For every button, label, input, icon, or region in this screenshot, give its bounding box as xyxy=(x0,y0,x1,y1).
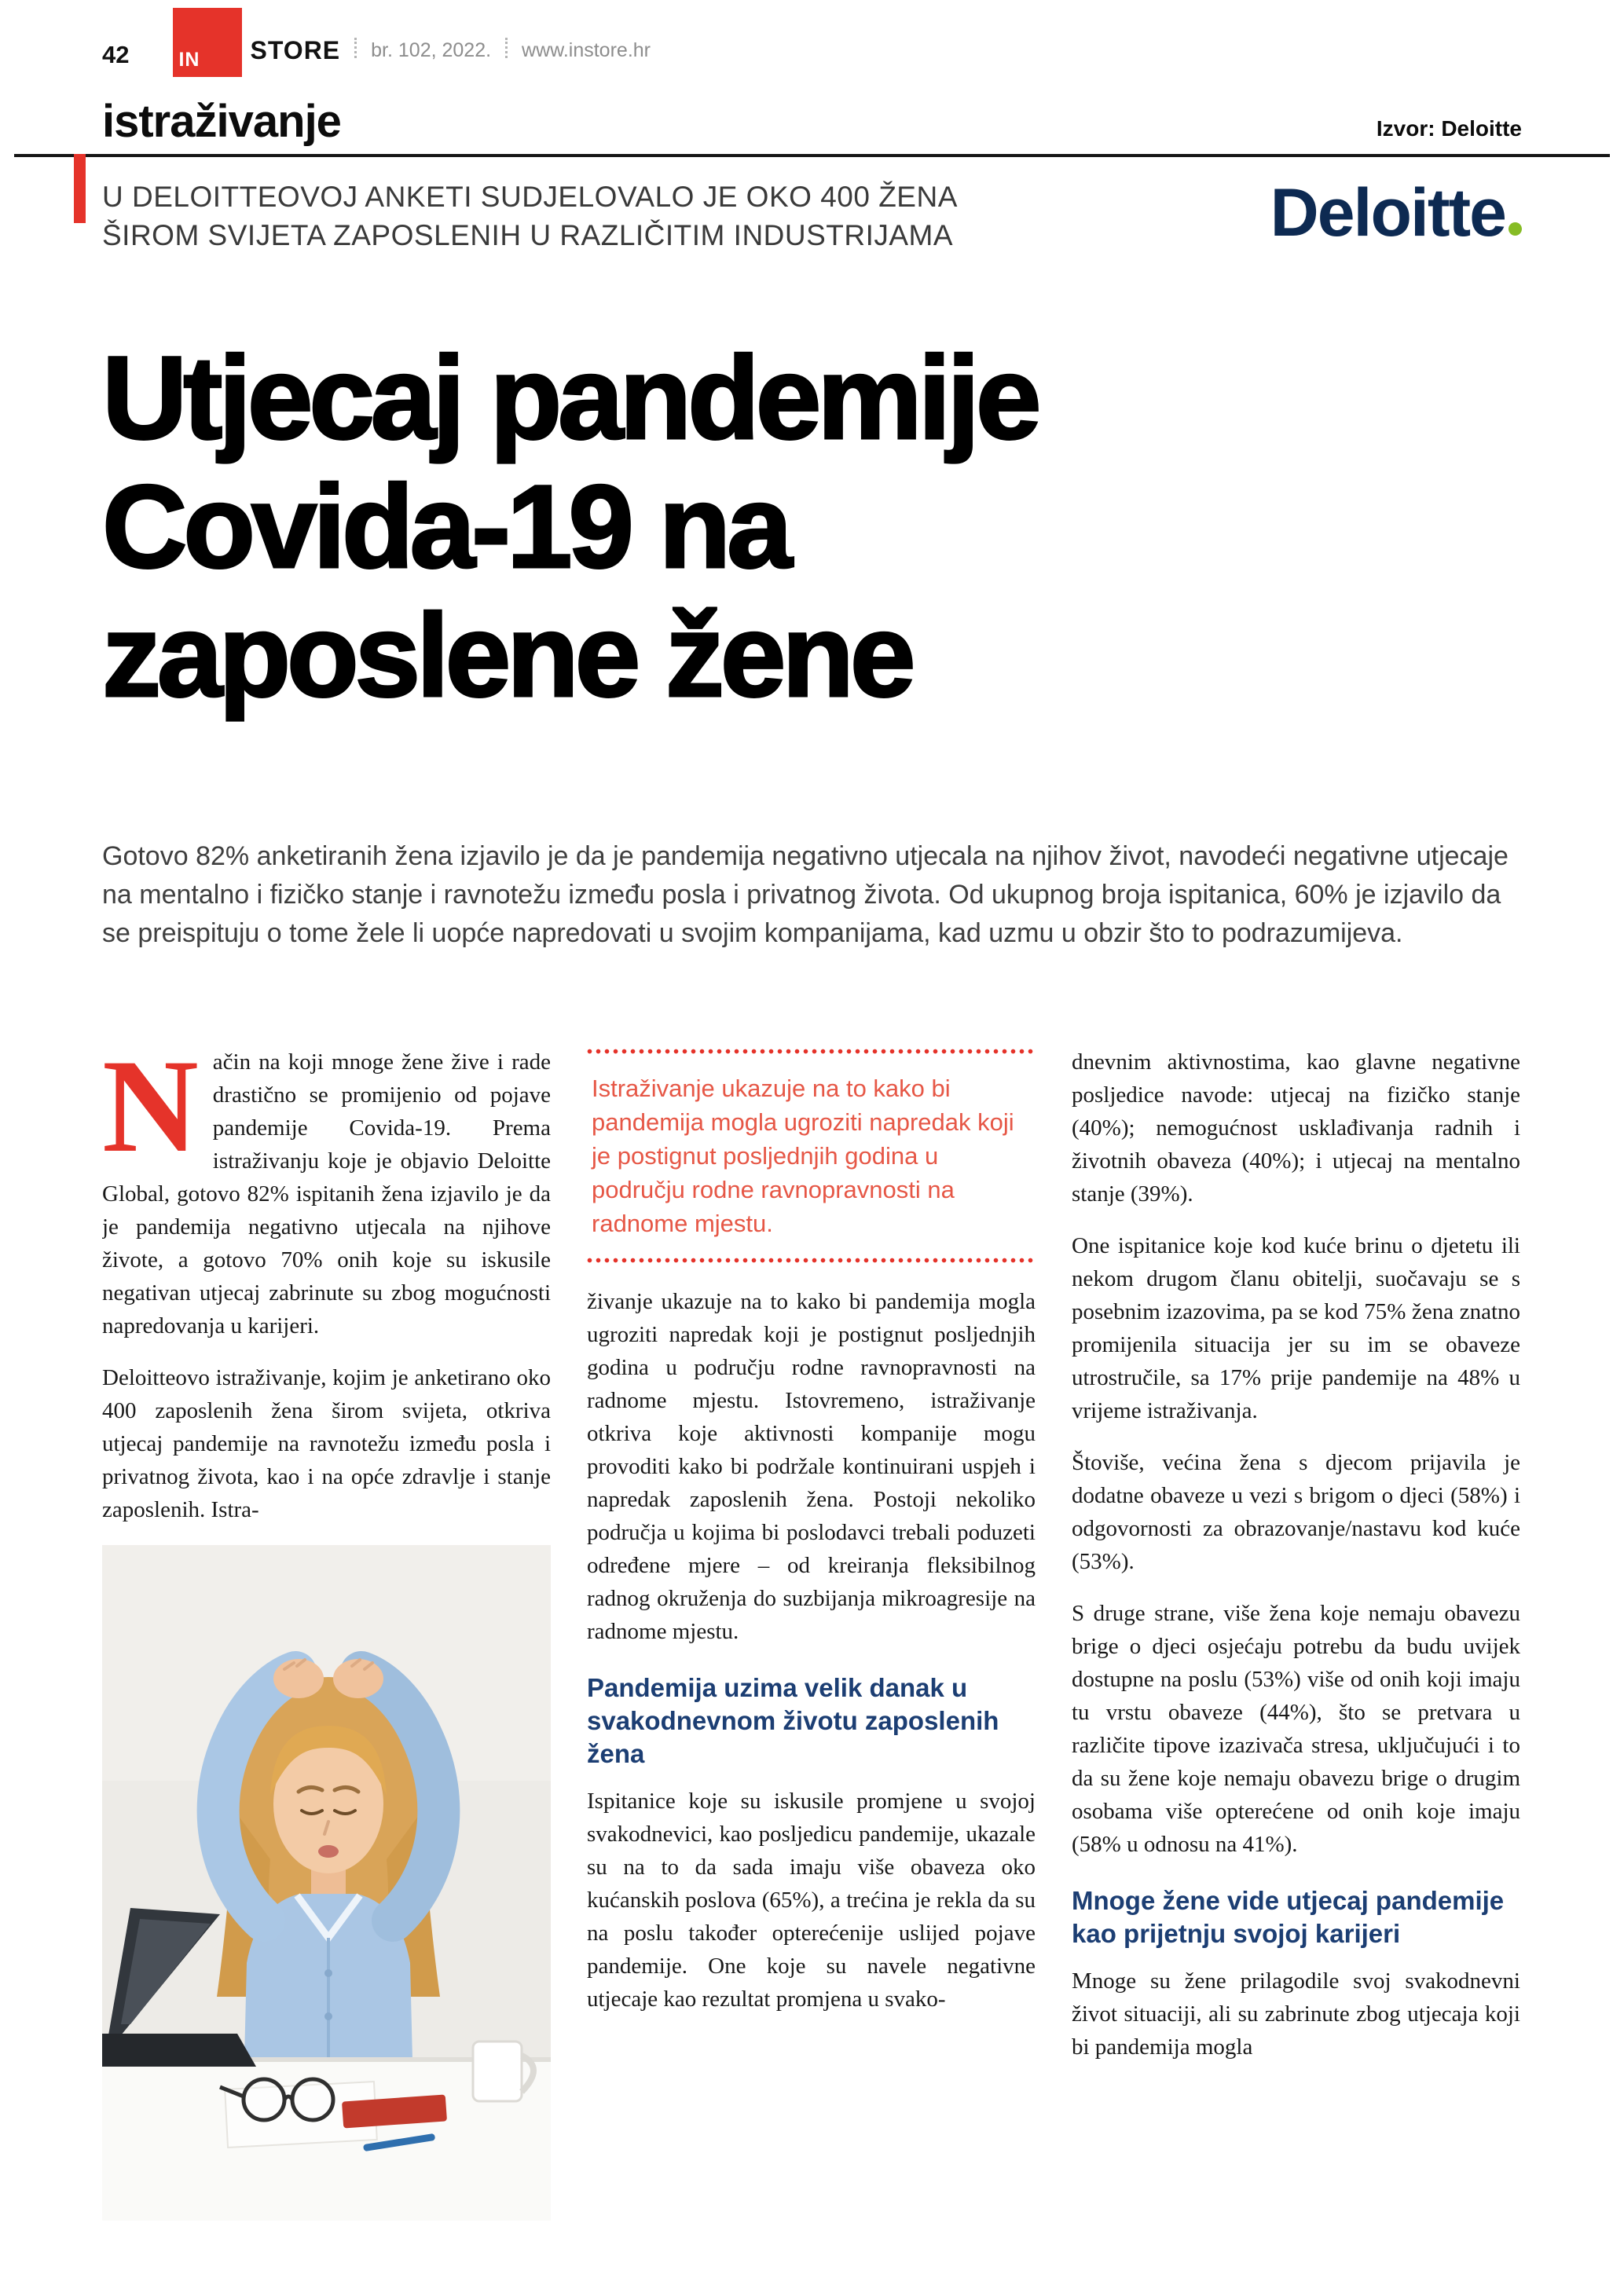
deloitte-logo xyxy=(1270,175,1522,251)
column-1 xyxy=(102,1045,551,2256)
kicker-line-2: ŠIROM SVIJETA ZAPOSLENIH U RAZLIČITIM INDUSTRIJAMA xyxy=(102,219,954,251)
article-headline xyxy=(102,333,1522,720)
kicker-row xyxy=(102,175,1522,255)
masthead-separator xyxy=(354,38,357,58)
deloitte-green-dot-icon xyxy=(1509,222,1522,236)
deloitte-wordmark: Deloitte xyxy=(1270,175,1505,251)
subheading: Pandemija uzima velik danak u svakodnevnom životu zaposlenih žena xyxy=(587,1673,999,1768)
instore-logo-wordmark: STORE xyxy=(250,36,341,64)
issue-label: br. 102, 2022. xyxy=(371,39,492,61)
section-title: istraživanje xyxy=(102,96,341,147)
kicker-line-1: U DELOITTEOVOJ ANKETI SUDJELOVALO JE OKO 400 ŽENA xyxy=(102,181,958,213)
body-paragraph: S druge strane, više žena koje nemaju obavezu brige o djeci osjećaju potrebu da budu uvijek dostupne na poslu (53%) više od onih koji imaju tu vrstu obaveze (44%), što se pretvara u različite tipove izazivača stresa, uključujući i to da su žene koje nemaju obavezu brige o drugim osobama više opterećene od onih koje imaju (58% u odnosu na 41%). xyxy=(1072,1601,1520,1857)
lead-paragraph: Gotovo 82% anketiranih žena izjavilo je da je pandemija negativno utjecala na njihov život, navodeći negativne utjecaje na mentalno i fizičko stanje i ravnotežu između posla i privatnog života. Od ukupnog broja ispitanica, 60% je izjavilo da se preispituju o tome žele li uopće napredovati u svojim kompanijama, kad uzmu u obzir što to podrazumijeva. xyxy=(102,841,1509,948)
body-paragraph: Mnoge su žene prilagodile svoj svakodnevni život situaciji, ali su zabrinute zbog utjecaja koji bi pandemija mogla xyxy=(1072,1968,1520,2060)
body-paragraph: dnevnim aktivnostima, kao glavne negativne posljedice navode: utjecaj na fizičko stanje (40%); nemogućnost usklađivanja radnih i životnih obaveza (40%); i utjecaj na mentalno stanje (39%). xyxy=(1072,1049,1520,1207)
body-paragraph: Ispitanice koje su iskusile promjene u svojoj svakodnevici, kao posljedicu pandemije, ukazale su na to da sada imaju više obaveza oko kućanskih poslova (65%), a trećina je rekla da su na poslu također opterećenije uslijed pojave pandemije. One koje su navele negativne utjecaje kao rezultat promjena u svako- xyxy=(587,1789,1036,2012)
pull-quote-text: Istraživanje ukazuje na to kako bi pandemija mogla ugroziti napredak koji je postignut posljednjih godina u području rodne ravnopravnosti na radnome mjestu. xyxy=(592,1075,1014,1237)
instore-logo-in-mark: IN xyxy=(178,49,200,71)
paragraph-text: ačin na koji mnoge žene žive i rade drastično se promijenio od pojave pandemije Covida-19. Prema istraživanju koje je objavio Deloitte Global, gotovo 82% ispitanih žena izjavilo je da je pandemija negativno utjecala na njihove živote, a gotovo 70% onih koje su iskusile negativan utjecaj zabrinute su zbog mogućnosti napredovanja u karijeri. xyxy=(102,1049,551,1338)
column-2 xyxy=(587,1045,1036,2256)
source-credit: Izvor: Deloitte xyxy=(1376,116,1522,141)
body-paragraph xyxy=(102,1045,551,1342)
body-paragraph: Deloitteovo istraživanje, kojim je anketirano oko 400 zaposlenih žena širom svijeta, otkriva utjecaj pandemije na ravnotežu između posla i privatnog života, kao i na opće zdravlje i stanje zaposlenih. Istra- xyxy=(102,1365,551,1522)
accent-bar xyxy=(74,154,86,223)
body-paragraph: One ispitanice koje kod kuće brinu o djetetu ili nekom drugom članu obitelji, suočavaju se s posebnim izazovima, pa se kod 75% žena znatno promijenila situacija jer su im se obaveze utrostručile, sa 17% prije pandemije na 48% u vrijeme istraživanja. xyxy=(1072,1233,1520,1423)
body-paragraph: živanje ukazuje na to kako bi pandemija mogla ugroziti napredak koji je postignut posljednjih godina u području rodne ravnopravnosti na radnome mjestu. Istovremeno, istraživanje otkriva koje aktivnosti kompanije mogu provoditi kako bi podržale kontinuirani uspjeh i napredak zaposlenih žena. Postoji nekoliko područja u kojima bi poslodavci trebali poduzeti određene mjere – od kreiranja fleksibilnog radnog okruženja do suzbijanja mikroagresije na radnome mjestu. xyxy=(587,1289,1036,1644)
subheading: Mnoge žene vide utjecaj pandemije kao prijetnju svojoj karijeri xyxy=(1072,1886,1505,1948)
headline-line-3: zaposlene žene xyxy=(102,589,912,721)
dotted-rule-bottom xyxy=(587,1258,1036,1263)
website-link[interactable]: www.instore.hr xyxy=(522,39,651,61)
drop-cap: N xyxy=(102,1045,199,1180)
article-body xyxy=(102,1045,1522,2256)
page-number: 42 xyxy=(102,41,130,68)
masthead xyxy=(0,0,1624,86)
dotted-rule-top xyxy=(587,1049,1036,1054)
kicker-text xyxy=(102,178,958,255)
instore-logo xyxy=(173,8,242,77)
headline-line-2: Covida-19 na xyxy=(102,460,789,592)
body-paragraph: Štoviše, većina žena s djecom prijavila je dodatne obaveze u vezi s brigom o djeci (58%) i odgovornosti za obrazovanje/nastavu kod kuće (53%). xyxy=(1072,1450,1520,1574)
divider-rule xyxy=(14,154,1610,157)
column-3 xyxy=(1072,1045,1520,2256)
headline-line-1: Utjecaj pandemije xyxy=(102,331,1038,463)
masthead-separator xyxy=(505,38,508,58)
article-photo xyxy=(102,1545,551,2221)
pull-quote xyxy=(587,1049,1036,1263)
section-row xyxy=(0,86,1624,154)
